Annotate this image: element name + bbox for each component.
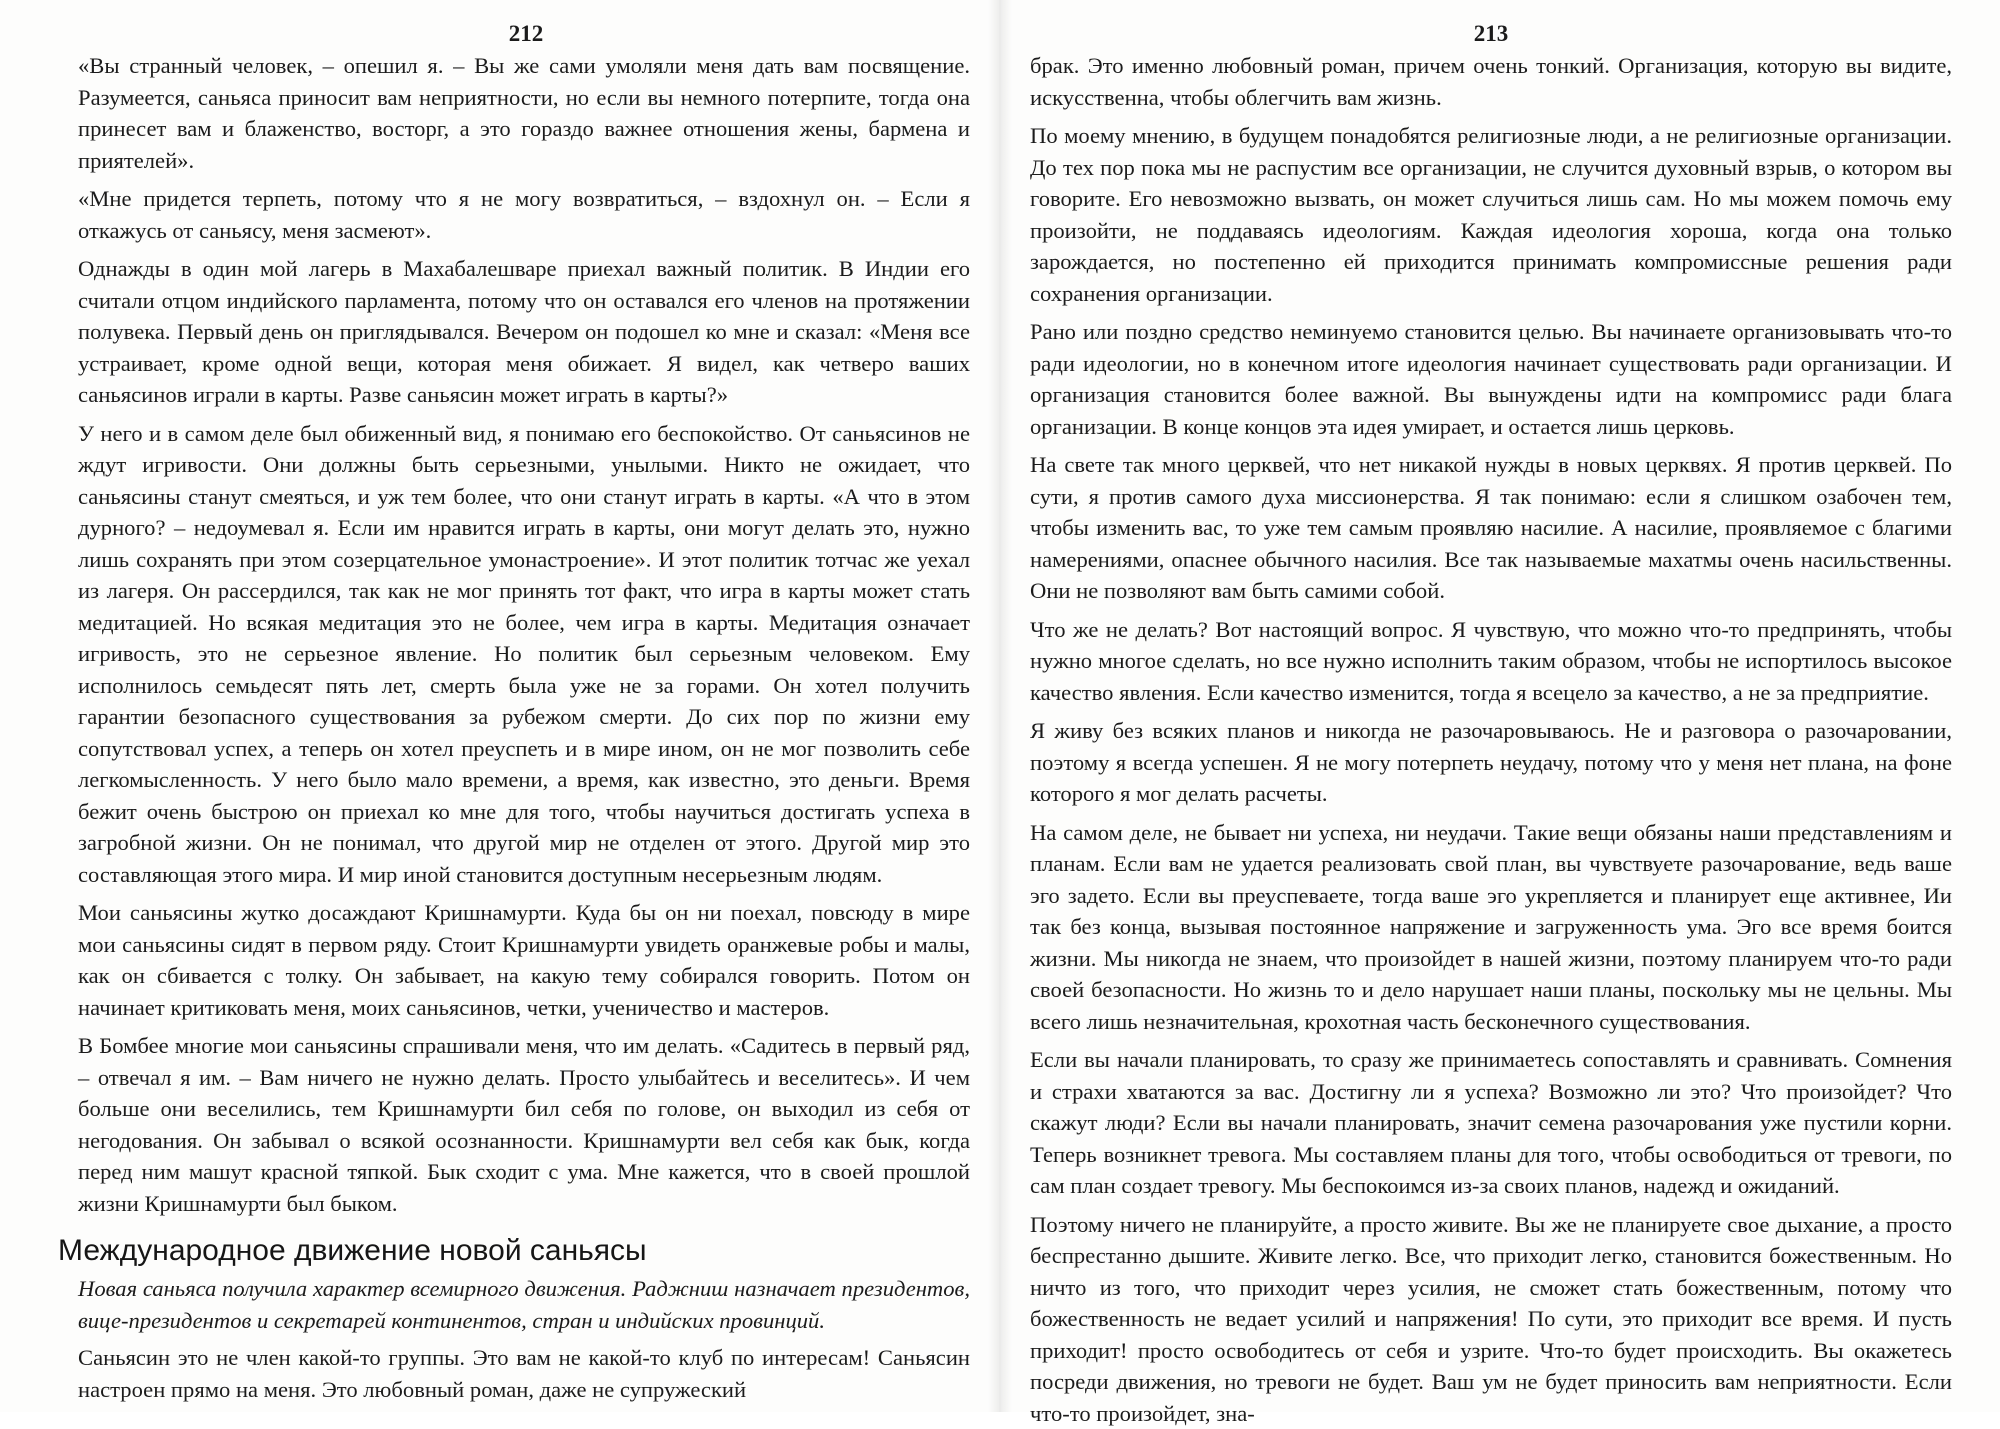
paragraph: Что же не делать? Вот настоящий вопрос. Я чувствую, что можно что-то предпринять, чтобы нужно многое сделать, но все нужно исполнить таким образом, чтобы не испортилось высокое качество явления. Если качество изменится, тогда я всецело за качество, а не за предприятие. bbox=[1030, 614, 1952, 709]
page-number: 212 bbox=[78, 20, 974, 48]
paragraph: «Мне придется терпеть, потому что я не могу возвратиться, – вздохнул он. – Если я откажусь от саньясу, меня засмеют». bbox=[78, 183, 974, 246]
paragraph: По моему мнению, в будущем понадобятся религиозные люди, а не религиозные организации. До тех пор пока мы не распустим все организации, не случится духовный взрыв, о котором вы говорите. Его невозможно вызвать, он может случиться лишь сам. Но мы можем помочь ему произойти, не поддаваясь идеологиям. Каждая идеология хороша, когда она только зарождается, но постепенно ей приходится принимать компромиссные решения ради сохранения организации. bbox=[1030, 120, 1952, 309]
paragraph: Мои саньясины жутко досаждают Кришнамурти. Куда бы он ни поехал, повсюду в мире мои саньясины сидят в первом ряду. Стоит Кришнамурти увидеть оранжевые робы и малы, как он сбивается с толку. Он забывает, на какую тему собирался говорить. Потом он начинает критиковать меня, моих саньясинов, четки, ученичество и мастеров. bbox=[78, 897, 974, 1023]
left-page bbox=[0, 0, 1000, 1412]
paragraph: Поэтому ничего не планируйте, а просто живите. Вы же не планируете свое дыхание, а просто беспрестанно дышите. Живите легко. Все, что приходит легко, становится божественным. Но ничто из того, что приходит через усилия, не сможет стать божественным, потому что божественность не ведает усилий и напряжения! По сути, это приходит все время. И пусть приходит! просто освободитесь от себя и узрите. Что-то будет происходить. Вы окажетесь посреди движения, но тревоги не будет. Ваш ум не будет приносить вам неприятности. Если что-то произойдет, зна- bbox=[1030, 1209, 1952, 1429]
right-page bbox=[1000, 0, 2000, 1412]
paragraph: Рано или поздно средство неминуемо становится целью. Вы начинаете организовывать что-то ради идеологии, но в конечном итоге идеология начинает существовать ради организации. И организация становится более важной. Вы вынуждены идти на компромисс ради блага организации. В конце концов эта идея умирает, и остается лишь церковь. bbox=[1030, 316, 1952, 442]
paragraph: Саньясин это не член какой-то группы. Это вам не какой-то клуб по интересам! Саньясин настроен прямо на меня. Это любовный роман, даже не супружеский bbox=[78, 1342, 974, 1405]
paragraph: На самом деле, не бывает ни успеха, ни неудачи. Такие вещи обязаны наши представлениям и планам. Если вам не удается реализовать свой план, вы чувствуете разочарование, ведь ваше эго задето. Если вы преуспеваете, тогда ваше эго укрепляется и планирует еще активнее, Ии так без конца, вызывая постоянное напряжение и загруженность ума. Эго все время боится жизни. Мы никогда не знаем, что произойдет в нашей жизни, поэтому планируем что-то ради своей безопасности. Но жизнь то и дело нарушает наши планы, поскольку мы не цельны. Мы всего лишь незначительная, крохотная часть бесконечного существования. bbox=[1030, 817, 1952, 1038]
paragraph: Я живу без всяких планов и никогда не разочаровываюсь. Не и разговора о разочаровании, поэтому я всегда успешен. Я не могу потерпеть неудачу, потому что у меня нет плана, на фоне которого я мог делать расчеты. bbox=[1030, 715, 1952, 810]
paragraph: У него и в самом деле был обиженный вид, я понимаю его беспокойство. От саньясинов не ждут игривости. Они должны быть серьезными, унылыми. Никто не ожидает, что саньясины станут смеяться, и уж тем более, что они станут играть в карты. «А что в этом дурного? – недоумевал я. Если им нравится играть в карты, они могут делать это, нужно лишь сохранять при этом созерцательное умонастроение». И этот политик тотчас же уехал из лагеря. Он рассердился, так как не мог принять тот факт, что игра в карты может стать медитацией. Но всякая медитация это не более, чем игра в карты. Медитация означает игривость, это не серьезное явление. Но политик был серьезным человеком. Ему исполнилось семьдесят пять лет, смерть была уже не за горами. Он хотел получить гарантии безопасного существования за рубежом смерти. До сих пор по жизни ему сопутствовал успех, а теперь он хотел преуспеть и в мире ином, он не мог позволить себе легкомысленность. У него было мало времени, а время, как известно, это деньги. Время бежит очень быстрою он приехал ко мне для того, чтобы научиться достигать успеха в загробной жизни. Он не понимал, что другой мир не отделен от этого. Другой мир это составляющая этого мира. И мир иной становится доступным несерьезным людям. bbox=[78, 418, 974, 891]
paragraph: брак. Это именно любовный роман, причем очень тонкий. Организация, которую вы видите, искусственна, чтобы облегчить вам жизнь. bbox=[1030, 50, 1952, 113]
paragraph: «Вы странный человек, – опешил я. – Вы же сами умоляли меня дать вам посвящение. Разумеется, саньяса приносит вам неприятности, но если вы немного потерпите, тогда она принесет вам и блаженство, восторг, а это гораздо важнее отношения жены, бармена и приятелей». bbox=[78, 50, 974, 176]
paragraph: На свете так много церквей, что нет никакой нужды в новых церквях. Я против церквей. По сути, я против самого духа миссионерства. Я так понимаю: если я слишком озабочен тем, чтобы изменить вас, то уже тем самым проявляю насилие. А насилие, проявляемое с благими намерениями, опаснее обычного насилия. Все так называемые махатмы очень насильственны. Они не позволяют вам быть самими собой. bbox=[1030, 449, 1952, 607]
section-intro: Новая саньяса получила характер всемирного движения. Раджниш назначает президентов, вице-президентов и секретарей континентов, стран и индийских провинций. bbox=[78, 1273, 974, 1336]
paragraph: Если вы начали планировать, то сразу же принимаетесь сопоставлять и сравнивать. Сомнения и страхи хватаются за вас. Достигну ли я успеха? Возможно ли это? Что произойдет? Что скажут люди? Если вы начали планировать, значит семена разочарования уже пустили корни. Теперь возникнет тревога. Мы составляем планы для того, чтобы освободиться от тревоги, по сам план создает тревогу. Мы беспокоимся из-за своих планов, надежд и ожиданий. bbox=[1030, 1044, 1952, 1202]
page-number: 213 bbox=[1030, 20, 1952, 48]
section-heading: Международное движение новой саньясы bbox=[58, 1233, 974, 1269]
paragraph: В Бомбее многие мои саньясины спрашивали меня, что им делать. «Садитесь в первый ряд, – отвечал я им. – Вам ничего не нужно делать. Просто улыбайтесь и веселитесь». И чем больше они веселились, тем Кришнамурти бил себя по голове, он выходил из себя от негодования. Он забывал о всякой осознанности. Кришнамурти вел себя как бык, когда перед ним машут красной тяпкой. Бык сходит с ума. Мне кажется, что в своей прошлой жизни Кришнамурти был быком. bbox=[78, 1030, 974, 1219]
paragraph: Однажды в один мой лагерь в Махабалешваре приехал важный политик. В Индии его считали отцом индийского парламента, потому что он оставался его членов на протяжении полувека. Первый день он приглядывался. Вечером он подошел ко мне и сказал: «Меня все устраивает, кроме одной вещи, которая меня обижает. Я видел, как четверо ваших саньясинов играли в карты. Разве саньясин может играть в карты?» bbox=[78, 253, 974, 411]
